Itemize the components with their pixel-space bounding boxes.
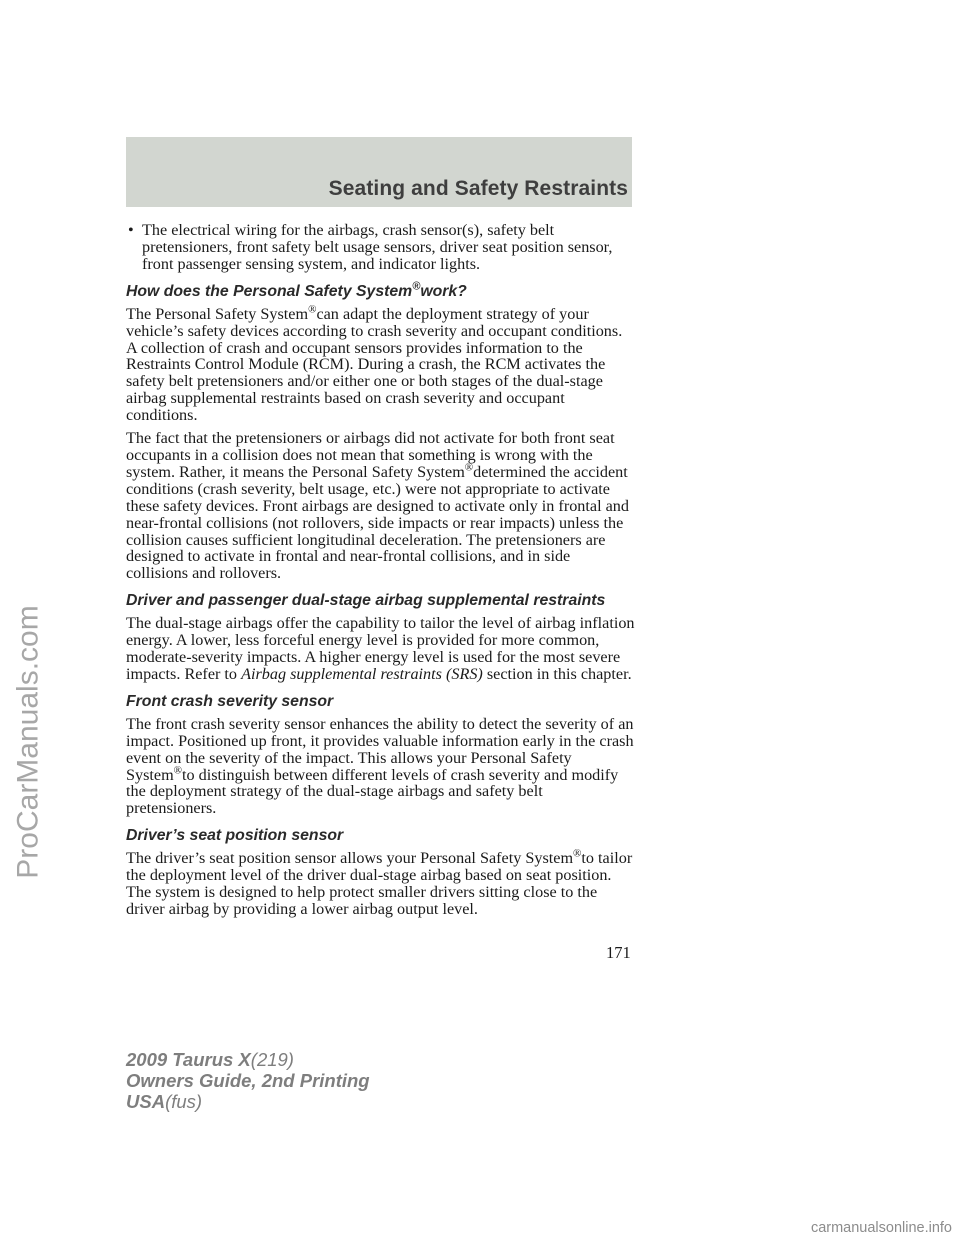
registered-mark: ® <box>464 461 474 474</box>
section-header-band <box>126 137 632 207</box>
heading-front-crash-sensor: Front crash severity sensor <box>126 692 334 710</box>
footer-line <box>126 1091 370 1112</box>
section-title: Seating and Safety Restraints <box>328 177 628 200</box>
paragraph-seat-position-sensor <box>126 847 636 918</box>
text-segment: The driver’s seat position sensor allows your Personal Safety System <box>126 849 574 868</box>
registered-mark: ® <box>412 280 421 293</box>
bullet-item <box>126 222 636 273</box>
text-segment: can adapt the deployment strategy of your vehicle’s safety devices according to crash severity and occupant conditions. A collection of crash and occupant sensors provides information to the Restraints Control Module (RCM). During a crash, the RCM activates the safety belt pretensioners and/or either one or both stages of the dual-stage airbag supplemental restraints based on crash severity and occupant conditions. <box>126 304 623 425</box>
footer-edition: Owners Guide, 2nd Printing <box>126 1070 370 1091</box>
text-segment: to distinguish between different levels of crash severity and modify the deployment strategy of the dual-stage airbags and safety belt pretensioners. <box>126 765 619 818</box>
paragraph-pss-activation <box>126 430 636 582</box>
heading-how-pss-works <box>126 282 636 301</box>
heading-text-start: How does the Personal Safety System <box>126 282 413 300</box>
registered-mark: ® <box>573 847 582 860</box>
paragraph-dual-stage <box>126 615 636 683</box>
watermark-text: ProCarManuals.com <box>12 605 45 879</box>
cross-reference: Airbag supplemental restraints (SRS) <box>241 664 483 683</box>
text-segment: determined the accident conditions (crash severity, belt usage, etc.) were not appropriate to activate these safety devices. Front airbags are designed to activate only in frontal and near-frontal collisions (not rollovers, side impacts or rear impacts) unless the collision causes sufficient longitudinal deceleration. The pretensioners are designed to activate in frontal and near-frontal collisions, and in side collisions and rollovers. <box>126 462 629 583</box>
paragraph-pss-intro <box>126 303 636 425</box>
footer-model-code: (219) <box>250 1049 294 1070</box>
text-segment: section in this chapter. <box>486 664 632 683</box>
text-segment: The fact that the pretensioners or airbags did not activate for both front seat occupants in a collision does not mean that something is wrong with the system. Rather, it means the Personal Safety System <box>126 429 615 481</box>
text-segment: The Personal Safety System <box>126 304 309 323</box>
text-segment: to tailor the deployment level of the driver dual-stage airbag based on seat position. The system is designed to help protect smaller drivers sitting close to the driver airbag by providing a lower airbag output level. <box>126 849 633 918</box>
page-content <box>126 222 636 924</box>
heading-dual-stage-airbags: Driver and passenger dual-stage airbag supplemental restraints <box>126 592 606 610</box>
footer-model: 2009 Taurus X <box>126 1049 251 1070</box>
footer-line <box>126 1049 370 1070</box>
bullet-text: The electrical wiring for the airbags, crash sensor(s), safety belt pretensioners, front safety belt usage sensors, driver seat position sensor, front passenger sensing system, and indicator lights. <box>142 221 613 273</box>
heading-seat-position-sensor: Driver’s seat position sensor <box>126 827 344 845</box>
side-watermark <box>0 512 60 972</box>
registered-mark: ® <box>173 764 183 777</box>
registered-mark: ® <box>308 303 317 316</box>
text-segment: The dual-stage airbags offer the capability to tailor the level of airbag inflation energy. A lower, less forceful energy level is provided for more common, moderate-severity impacts. A higher energy level is used for the most severe impacts. Refer to <box>126 614 635 683</box>
footer-market-code: (fus) <box>165 1091 203 1112</box>
bullet-icon: • <box>128 221 134 239</box>
footer-print-info <box>126 1049 370 1112</box>
text-segment: The front crash severity sensor enhances the ability to detect the severity of an impact. Positioned up front, it provides valuable information early in the crash event on the severity of the impact. This allows your Personal Safety System <box>126 714 634 784</box>
paragraph-front-crash-sensor <box>126 716 636 817</box>
footer-market: USA <box>126 1091 166 1112</box>
heading-text-end: work? <box>420 282 467 300</box>
bottom-watermark: carmanualsonline.info <box>810 1220 952 1236</box>
page-number: 171 <box>606 943 631 962</box>
